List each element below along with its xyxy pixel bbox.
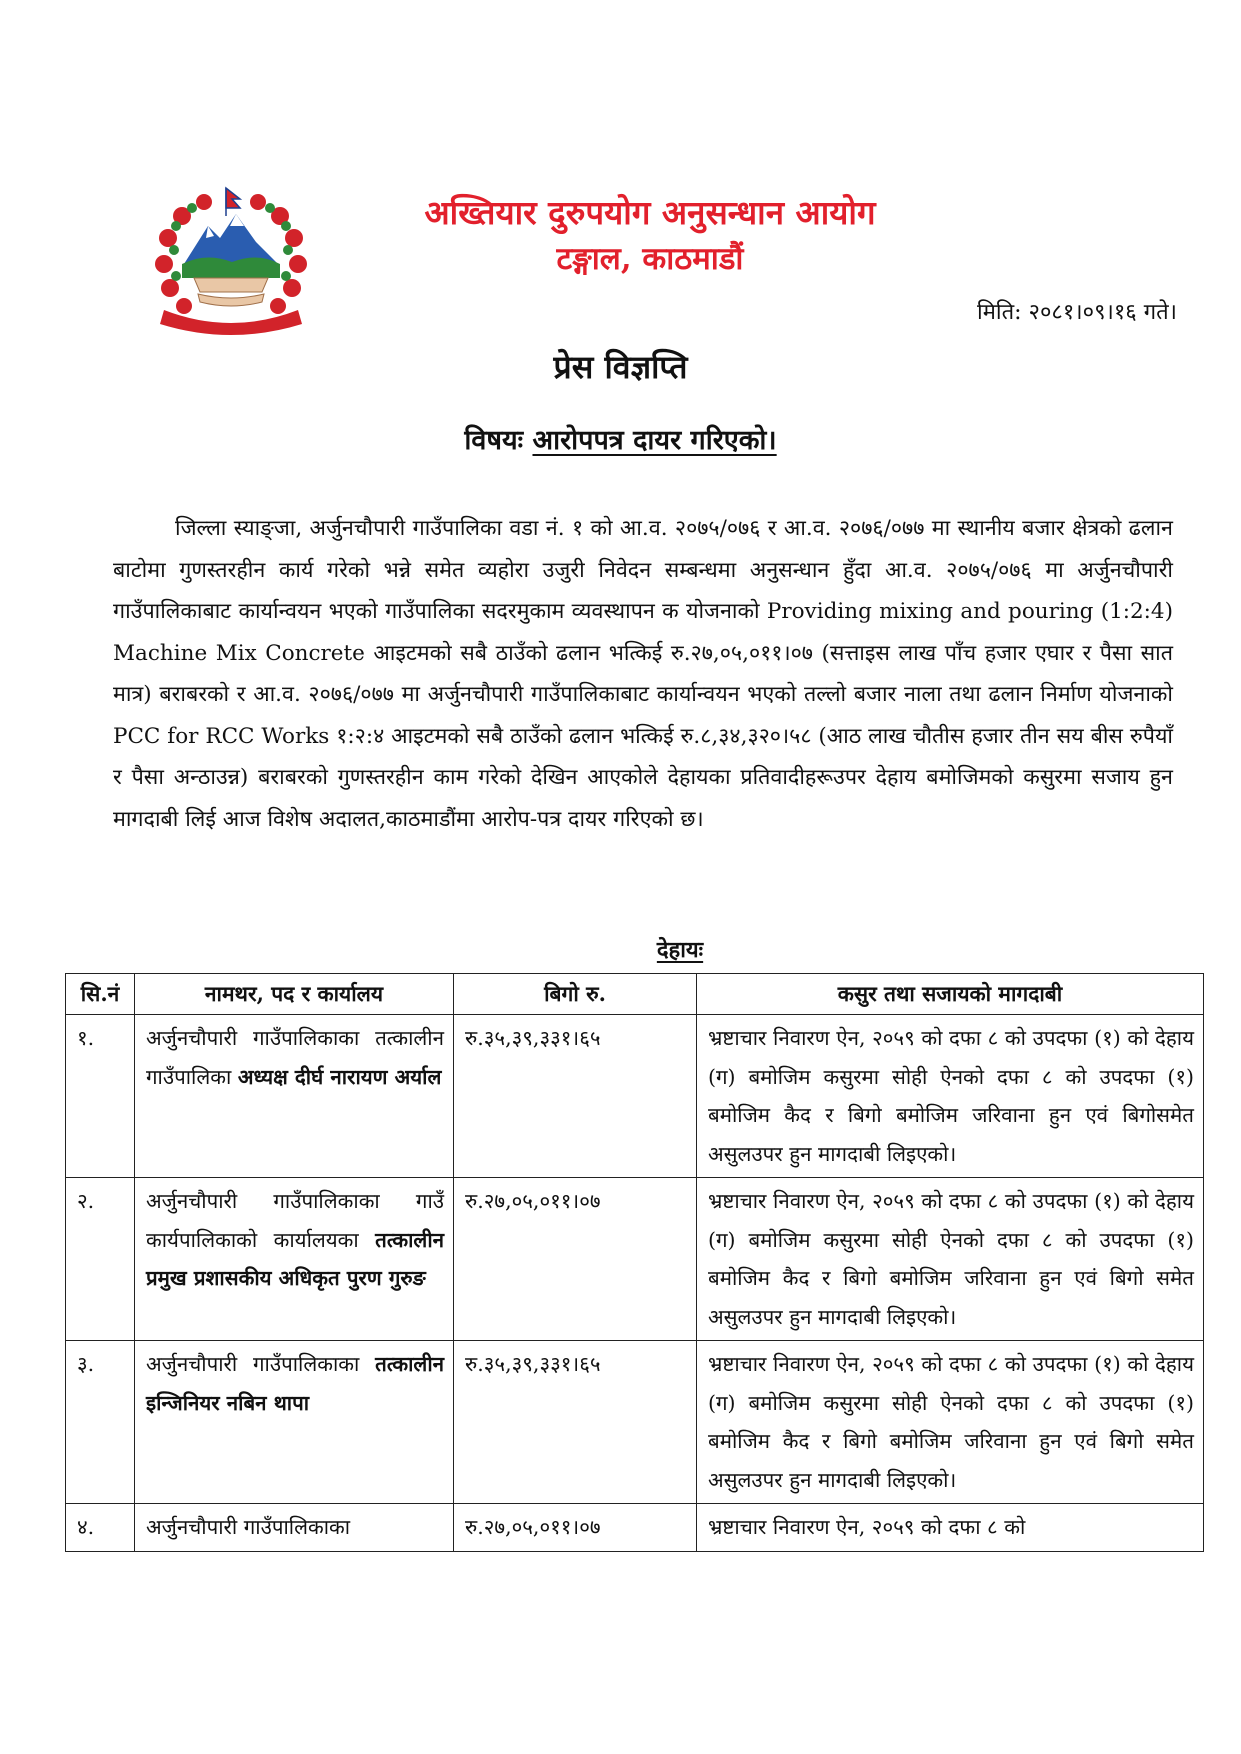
row-name-bold: तत्कालीन प्रमुख प्रशासकीय अधिकृत पुरण गुरुङ [146, 1227, 444, 1290]
accused-table [65, 973, 1204, 1552]
organization-header [360, 190, 940, 282]
row-name [135, 1178, 454, 1341]
table-row [66, 1015, 1204, 1178]
table-row [66, 1178, 1204, 1341]
table-header-row [66, 974, 1204, 1015]
row-name-plain: अर्जुनचौपारी गाउँपालिकाका तत्कालीन गाउँपालिका [146, 1026, 444, 1089]
table-caption: देहायः [656, 937, 704, 963]
row-amount: रु.३५,३९,३३१।६५ [454, 1341, 697, 1504]
header-serial: सि.नं [66, 974, 135, 1015]
row-name-plain: अर्जुनचौपारी गाउँपालिकाका [146, 1515, 351, 1539]
table-row [66, 1504, 1204, 1552]
organization-name: अख्तियार दुरुपयोग अनुसन्धान आयोग [424, 193, 876, 232]
row-amount: रु.२७,०५,०११।०७ [454, 1178, 697, 1341]
header-amount: बिगो रु. [454, 974, 697, 1015]
row-serial: २. [66, 1178, 135, 1341]
row-serial: ४. [66, 1504, 135, 1552]
table-row [66, 1341, 1204, 1504]
subject-text: आरोपपत्र दायर गरिएको। [532, 425, 777, 456]
organization-location: टङ्गाल, काठमाडौं [556, 241, 744, 277]
nepal-emblem-icon [146, 186, 316, 336]
row-claim: भ्रष्टाचार निवारण ऐन, २०५९ को दफा ८ को [697, 1504, 1204, 1552]
subject-line [0, 420, 1241, 457]
row-name [135, 1504, 454, 1552]
row-claim: भ्रष्टाचार निवारण ऐन, २०५९ को दफा ८ को उपदफा (१) को देहाय (ग) बमोजिम कसुरमा सोही ऐनको दफा ८ को उपदफा (१) बमोजिम कैद र बिगो बमोजिम जरिवाना हुन एवं बिगोसमेत असुलउपर हुन मागदाबी लिइएको। [697, 1015, 1204, 1178]
row-name-bold: अध्यक्ष दीर्घ नारायण अर्याल [237, 1064, 442, 1089]
row-amount: रु.३५,३९,३३१।६५ [454, 1015, 697, 1178]
row-amount: रु.२७,०५,०११।०७ [454, 1504, 697, 1552]
row-name-bold: तत्कालीन इन्जिनियर नबिन थापा [146, 1352, 444, 1415]
row-name [135, 1341, 454, 1504]
document-title: प्रेस विज्ञप्ति [553, 348, 688, 386]
header-claim: कसुर तथा सजायको मागदाबी [697, 974, 1204, 1015]
body-paragraph: जिल्ला स्याङ्जा, अर्जुनचौपारी गाउँपालिका वडा नं. १ को आ.व. २०७५/०७६ र आ.व. २०७६/०७७ मा स्थानीय बजार क्षेत्रको ढलान बाटोमा गुणस्तरहीन कार्य गरेको भन्ने समेत व्यहोरा उजुरी निवेदन सम्बन्धमा अनुसन्धान हुँदा आ.व. २०७५/०७६ मा अर्जुनचौपारी गाउँपालिकाबाट कार्यान्वयन भएको गाउँपालिका सदरमुकाम व्यवस्थापन क योजनाको Providing mixing and pouring (1:2:4) Machine Mix Concrete आइटमको सबै ठाउँको ढलान भत्किई रु.२७,०५,०११।०७ (सत्ताइस लाख पाँच हजार एघार र पैसा सात मात्र) बराबरको र आ.व. २०७६/०७७ मा अर्जुनचौपारी गाउँपालिकाबाट कार्यान्वयन भएको तल्लो बजार नाला तथा ढलान निर्माण योजनाको PCC for RCC Works १:२:४ आइटमको सबै ठाउँको ढलान भत्किई रु.८,३४,३२०।५८ (आठ लाख चौतीस हजार तीन सय बीस रुपैयाँ र पैसा अन्ठाउन्न) बराबरको गुणस्तरहीन काम गरेको देखिन आएकोले देहायका प्रतिवादीहरूउपर देहाय बमोजिमको कसुरमा सजाय हुन मागदाबी लिई आज विशेष अदालत,काठमाडौंमा आरोप-पत्र दायर गरिएको छ। [113, 516, 1173, 832]
row-claim: भ्रष्टाचार निवारण ऐन, २०५९ को दफा ८ को उपदफा (१) को देहाय (ग) बमोजिम कसुरमा सोही ऐनको दफा ८ को उपदफा (१) बमोजिम कैद र बिगो बमोजिम जरिवाना हुन एवं बिगो समेत असुलउपर हुन मागदाबी लिइएको। [697, 1341, 1204, 1504]
row-name-plain: अर्जुनचौपारी गाउँपालिकाका [146, 1352, 376, 1376]
row-serial: १. [66, 1015, 135, 1178]
row-name-plain: अर्जुनचौपारी गाउँपालिकाका गाउँ कार्यपालिकाको कार्यालयका [146, 1189, 444, 1252]
row-serial: ३. [66, 1341, 135, 1504]
row-name [135, 1015, 454, 1178]
header-name: नामथर, पद र कार्यालय [135, 974, 454, 1015]
row-claim: भ्रष्टाचार निवारण ऐन, २०५९ को दफा ८ को उपदफा (१) को देहाय (ग) बमोजिम कसुरमा सोही ऐनको दफा ८ को उपदफा (१) बमोजिम कैद र बिगो बमोजिम जरिवाना हुन एवं बिगो समेत असुलउपर हुन मागदाबी लिइएको। [697, 1178, 1204, 1341]
subject-label: विषयः [464, 425, 524, 456]
document-date: मिति: २०८१।०९।१६ गते। [977, 300, 1177, 325]
